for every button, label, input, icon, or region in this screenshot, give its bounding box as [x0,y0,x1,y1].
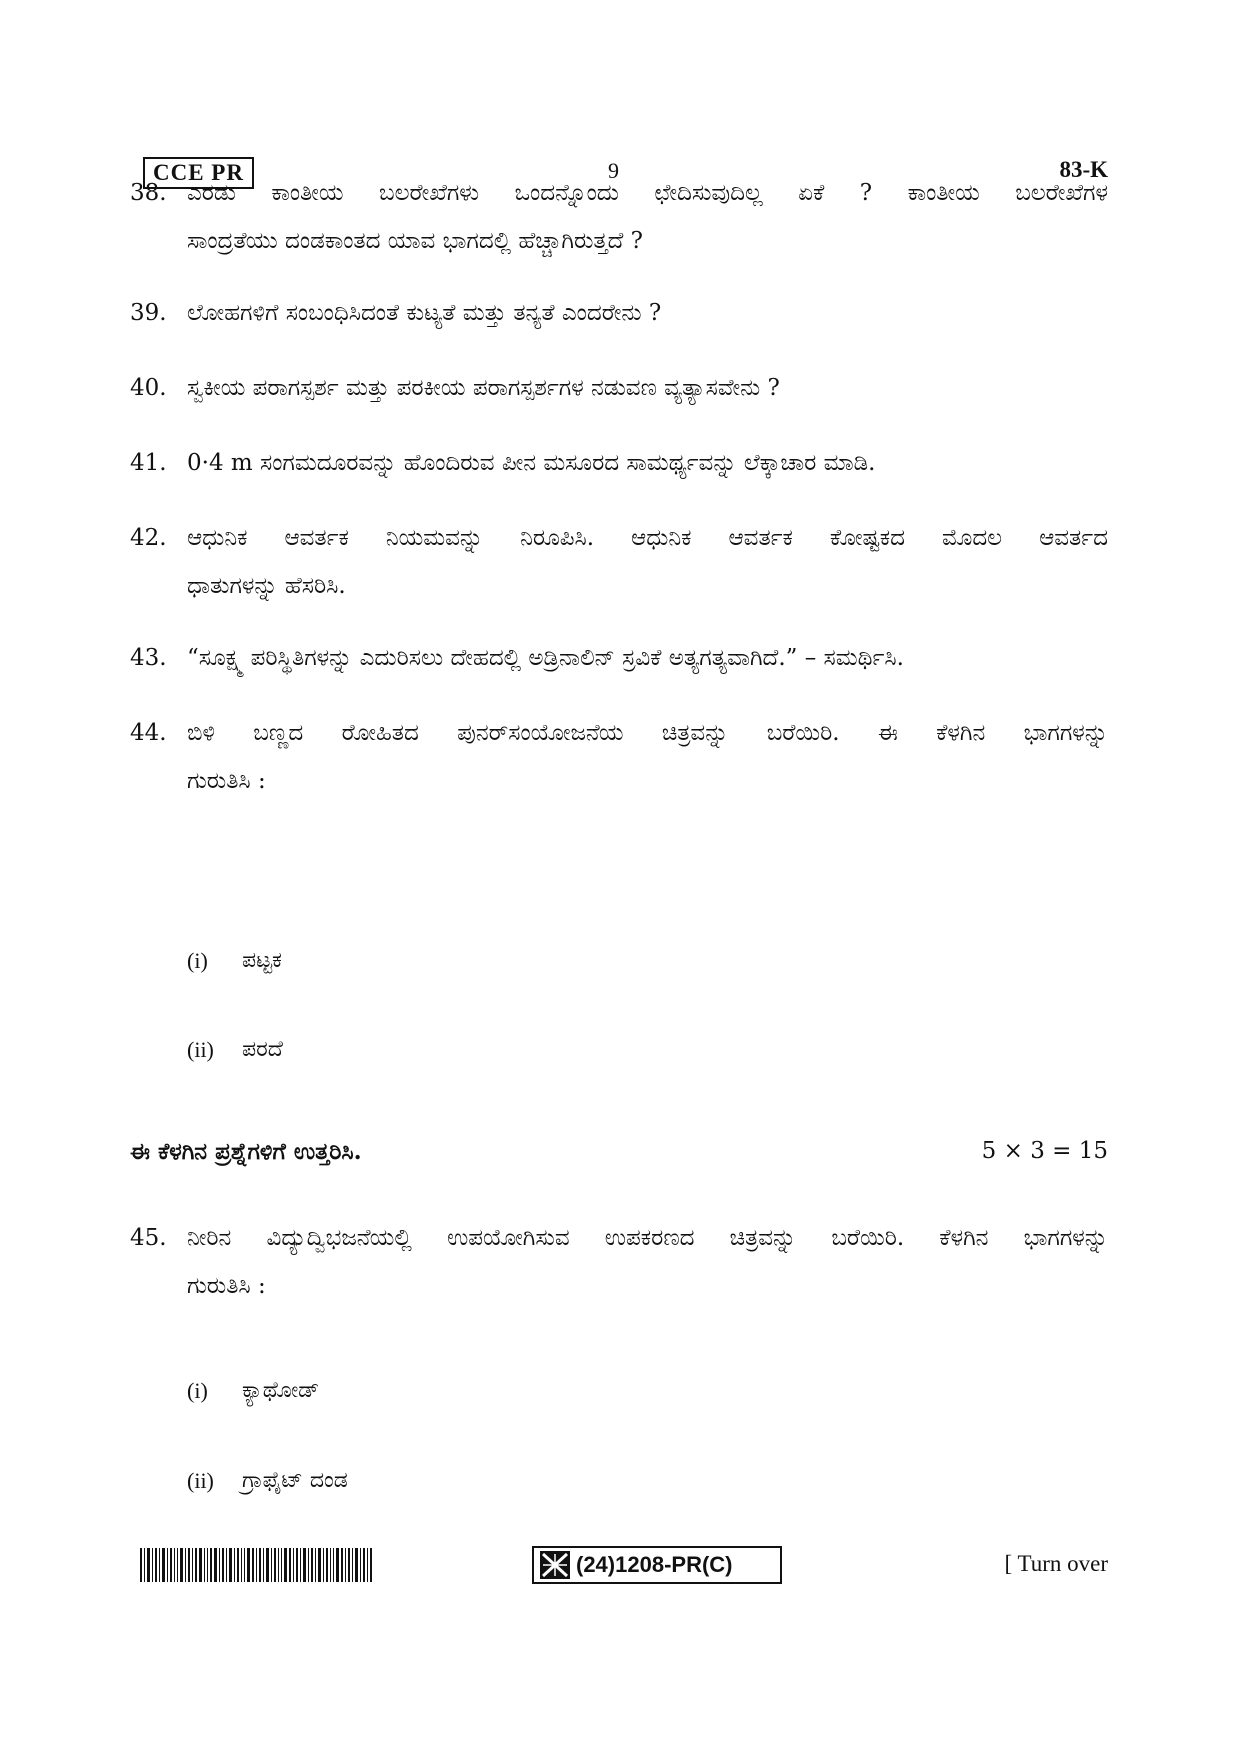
question-text-line: ಸ್ವಕೀಯ ಪರಾಗಸ್ಪರ್ಶ ಮತ್ತು ಪರಕೀಯ ಪರಾಗಸ್ಪರ್ಶಗಳ ನಡುವಣ ವ್ಯತ್ಯಾಸವೇನು ? [187,375,780,401]
question-number: 44. [130,720,167,746]
question-text-line: ಲೋಹಗಳಿಗೆ ಸಂಬಂಧಿಸಿದಂತೆ ಕುಟ್ಯತೆ ಮತ್ತು ತನ್ಯತೆ ಎಂದರೇನು ? [187,300,662,326]
question-text-line: ಸಾಂದ್ರತೆಯು ದಂಡಕಾಂತದ ಯಾವ ಭಾಗದಲ್ಲಿ ಹೆಚ್ಚಾಗಿರುತ್ತದೆ ? [187,228,643,254]
sub-part-label: (ii) [187,1037,214,1062]
question-text-line: ಎರಡು ಕಾಂತೀಯ ಬಲರೇಖೆಗಳು ಒಂದನ್ನೊಂದು ಛೇದಿಸುವುದಿಲ್ಲ ಏಕೆ ? ಕಾಂತೀಯ ಬಲರೇಖೆಗಳ [187,180,1108,206]
question-text-line: ನೀರಿನ ವಿದ್ಯುದ್ವಿಭಜನೆಯಲ್ಲಿ ಉಪಯೋಗಿಸುವ ಉಪಕರಣದ ಚಿತ್ರವನ್ನು ಬರೆಯಿರಿ. ಕೆಳಗಿನ ಭಾಗಗಳನ್ನು [187,1225,1108,1251]
sub-part-text: ಪಟ್ಟಕ [242,948,282,973]
sub-part-label: (ii) [187,1468,214,1493]
question-number: 45. [130,1225,167,1251]
barcode-image [140,1548,372,1582]
question-number: 40. [130,375,167,401]
question-text-line: ಆಧುನಿಕ ಆವರ್ತಕ ನಿಯಮವನ್ನು ನಿರೂಪಿಸಿ. ಆಧುನಿಕ ಆವರ್ತಕ ಕೋಷ್ಟಕದ ಮೊದಲ ಆವರ್ತದ [187,525,1108,551]
footer-code: (24)1208-PR(C) [576,1552,733,1577]
question-text-line: ಬಿಳಿ ಬಣ್ಣದ ರೋಹಿತದ ಪುನರ್‌ಸಂಯೋಜನೆಯ ಚಿತ್ರವನ್ನು ಬರೆಯಿರಿ. ಈ ಕೆಳಗಿನ ಭಾಗಗಳನ್ನು [187,720,1108,746]
sub-part-text: ಪರದೆ [242,1037,283,1062]
sub-part-label: (i) [187,948,208,973]
cce-pr-box: CCE PR [143,157,254,189]
turn-over-note: [ Turn over [1004,1551,1108,1576]
question-text-line: 0·4 m ಸಂಗಮದೂರವನ್ನು ಹೊಂದಿರುವ ಪೀನ ಮಸೂರದ ಸಾಮರ್ಥ್ಯವನ್ನು ಲೆಕ್ಕಾಚಾರ ಮಾಡಿ. [187,450,876,476]
question-text-line: “ಸೂಕ್ಷ್ಮ ಪರಿಸ್ಥಿತಿಗಳನ್ನು ಎದುರಿಸಲು ದೇಹದಲ್ಲಿ ಅಡ್ರಿನಾಲಿನ್ ಸ್ರವಿಕೆ ಅತ್ಯಗತ್ಯವಾಗಿದೆ.” – ಸಮರ್ಥಿಸಿ. [187,645,904,671]
question-number: 38. [130,180,167,206]
question-number: 42. [130,525,167,551]
question-text-line: ಗುರುತಿಸಿ : [187,768,266,794]
question-text-line: ಗುರುತಿಸಿ : [187,1273,266,1299]
sub-part-text: ಗ್ರಾಫೈಟ್ ದಂಡ [242,1468,348,1493]
question-number: 39. [130,300,167,326]
section-heading: ಈ ಕೆಳಗಿನ ಪ್ರಶ್ನೆಗಳಿಗೆ ಉತ್ತರಿಸಿ. [130,1138,362,1165]
page-number: 9 [608,158,619,183]
board-logo-icon [540,1551,570,1579]
question-number: 43. [130,645,167,671]
section-marks: 5 × 3 = 15 [981,1138,1108,1164]
footer-code-box [532,1546,782,1584]
paper-code: 83-K [1059,157,1108,182]
question-number: 41. [130,450,167,476]
sub-part-text: ಕ್ಯಾಥೋಡ್ [242,1378,320,1403]
question-text-line: ಧಾತುಗಳನ್ನು ಹೆಸರಿಸಿ. [187,573,346,599]
sub-part-label: (i) [187,1378,208,1403]
